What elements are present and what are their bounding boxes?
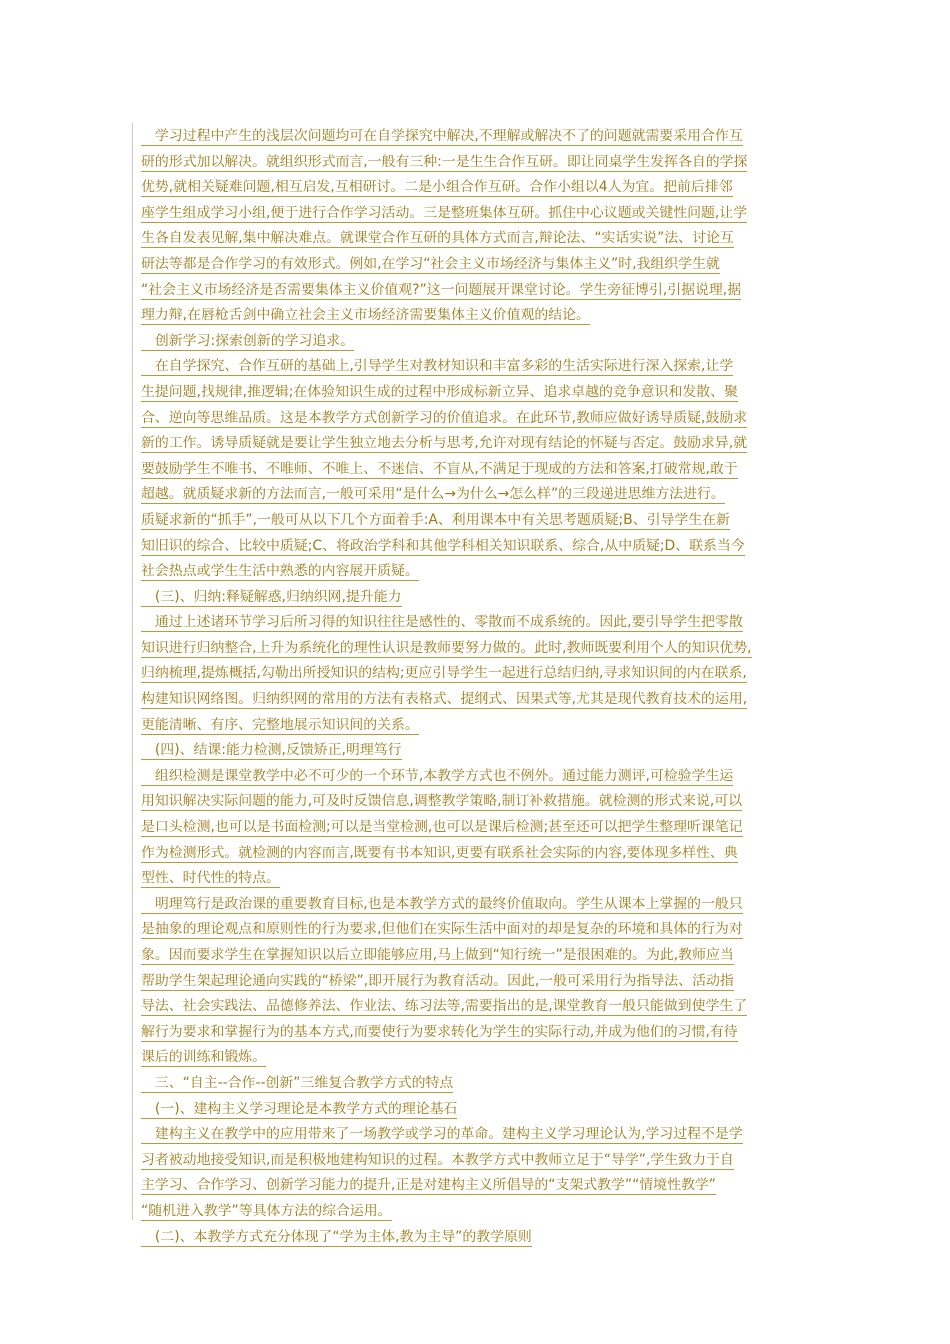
text-line <box>141 1020 811 1046</box>
text-line <box>141 380 811 406</box>
text-line <box>141 815 811 841</box>
text-line-content: (二)、本教学方式充分体现了“学为主体,教为主导”的教学原则 <box>141 1228 532 1245</box>
text-line-content: 是抽象的理论观点和原则性的行为要求,但他们在实际生活中面对的却是复杂的环境和具体的行为对 <box>141 921 743 938</box>
text-line <box>141 892 811 918</box>
text-line-content: (四)、结课:能力检测,反馈矫正,明理笃行 <box>141 742 402 759</box>
text-line <box>141 508 811 534</box>
text-line-content: 组织检测是课堂教学中必不可少的一个环节,本教学方式也不例外。通过能力测评,可检验学生运 <box>141 767 734 784</box>
text-line <box>141 482 811 508</box>
text-line <box>141 610 811 636</box>
text-line <box>141 738 811 764</box>
text-line <box>141 1225 811 1251</box>
text-line-content: 学习过程中产生的浅层次问题均可在自学探究中解决,不理解或解决不了的问题就需要采用合作互 <box>141 128 743 144</box>
text-line <box>141 303 811 329</box>
text-line-content: 通过上述诸环节学习后所习得的知识往往是感性的、零散而不成系统的。因此,要引导学生把零散 <box>141 614 743 631</box>
text-line-content: 理力辩,在唇枪舌剑中确立社会主义市场经济需要集体主义价值观的结论。 <box>141 307 590 324</box>
text-line <box>141 1199 811 1225</box>
text-line <box>141 917 811 943</box>
text-line <box>141 201 811 227</box>
text-line <box>141 764 811 790</box>
text-line <box>141 175 811 201</box>
text-line-content: 社会热点或学生生活中熟悉的内容展开质疑。 <box>141 563 419 580</box>
text-line <box>141 687 811 713</box>
text-line <box>141 841 811 867</box>
text-line-content: 解行为要求和掌握行为的基本方式,而要使行为要求转化为学生的实际行动,并成为他们的习惯,有待 <box>141 1023 738 1040</box>
text-line-content: 型性、时代性的特点。 <box>141 870 280 887</box>
text-line-content: 是口头检测,也可以是书面检测;可以是当堂检测,也可以是课后检测;甚至还可以把学生整理听课笔记 <box>141 819 743 836</box>
text-line-content: (三)、归纳:释疑解惑,归纳织网,提升能力 <box>141 588 402 605</box>
text-line-content: 用知识解决实际问题的能力,可及时反馈信息,调整教学策略,制订补救措施。就检测的形式来说,可以 <box>141 793 743 810</box>
text-line-content: 生提问题,找规律,推逻辑;在体验知识生成的过程中形成标新立异、追求卓越的竞争意识和发散、聚 <box>141 383 738 400</box>
text-line <box>141 431 811 457</box>
text-line <box>141 354 811 380</box>
text-line-content: 合、逆向等思维品质。这是本教学方式创新学习的价值追求。在此环节,教师应做好诱导质疑,鼓励求 <box>141 409 748 426</box>
text-line-content: 在自学探究、合作互研的基础上,引导学生对教材知识和丰富多彩的生活实际进行深入探索,让学 <box>141 358 734 375</box>
text-line <box>141 252 811 278</box>
text-line-content: 优势,就相关疑难问题,相互启发,互相研讨。二是小组合作互研。合作小组以4人为宜。把前后排邻 <box>141 179 733 196</box>
text-line <box>141 943 811 969</box>
text-line <box>141 124 811 150</box>
text-line-content: 更能清晰、有序、完整地展示知识间的关系。 <box>141 716 419 733</box>
text-line <box>141 1148 811 1174</box>
text-line <box>141 1045 811 1071</box>
text-line-content: 座学生组成学习小组,便于进行合作学习活动。三是整班集体互研。抓住中心议题或关键性问题,让学 <box>141 204 748 221</box>
text-line-content: “随机进入教学”等具体方法的综合运用。 <box>141 1202 392 1219</box>
text-line-content: 帮助学生架起理论通向实践的“桥梁”,即开展行为教育活动。因此,一般可采用行为指导法、活动指 <box>141 972 734 989</box>
text-line <box>141 226 811 252</box>
text-line <box>141 636 811 662</box>
text-line-content: 研的形式加以解决。就组织形式而言,一般有三种:一是生生合作互研。即让同桌学生发挥各自的学探 <box>141 153 748 170</box>
text-line <box>141 457 811 483</box>
text-line <box>141 559 811 585</box>
text-line <box>141 969 811 995</box>
text-line-content: 创新学习:探索创新的学习追求。 <box>141 332 355 349</box>
text-line <box>141 534 811 560</box>
text-line <box>141 1097 811 1123</box>
text-line-content: (一)、建构主义学习理论是本教学方式的理论基石 <box>141 1100 458 1117</box>
text-line <box>141 406 811 432</box>
text-line <box>141 713 811 739</box>
text-line-content: 习者被动地接受知识,而是积极地建构知识的过程。本教学方式中教师立足于“导学”,学生致力于自 <box>141 1151 734 1168</box>
text-line-content: 质疑求新的“抓手”,一般可从以下几个方面着手:A、利用课本中有关思考题质疑;B、引导学生在新 <box>141 511 730 528</box>
text-line-content: 象。因而要求学生在掌握知识以后立即能够应用,马上做到“知行统一”是很困难的。为此,教师应当 <box>141 947 734 963</box>
text-line <box>141 1173 811 1199</box>
document-body <box>141 124 811 1250</box>
text-line <box>141 278 811 304</box>
text-line-content: 新的工作。诱导质疑就是要让学生独立地去分析与思考,允许对现有结论的怀疑与否定。鼓励求异,就 <box>141 435 748 452</box>
text-line-content: 研法等都是合作学习的有效形式。例如,在学习“社会主义市场经济与集体主义”时,我组织学生就 <box>141 255 720 272</box>
text-line <box>141 150 811 176</box>
text-line-content: 主学习、合作学习、创新学习能力的提升,正是对建构主义所倡导的“支架式教学”“情境性教学” <box>141 1177 716 1194</box>
text-line-content: 导法、社会实践法、品德修养法、作业法、练习法等,需要指出的是,课堂教育一般只能做到使学生了 <box>141 998 748 1015</box>
text-line <box>141 789 811 815</box>
text-line-content: 课后的训练和锻炼。 <box>141 1049 267 1066</box>
text-line-content: 作为检测形式。就检测的内容而言,既要有书本知识,更要有联系社会实际的内容,要体现多样性、典 <box>141 844 738 861</box>
text-line-content: “社会主义市场经济是否需要集体主义价值观?”这一问题展开课堂讨论。学生旁征博引,引据说理,据 <box>141 281 742 298</box>
text-line-content: 超越。就质疑求新的方法而言,一般可采用“是什么→为什么→怎么样”的三段递进思维方法进行。 <box>141 486 725 503</box>
text-line-content: 建构主义在教学中的应用带来了一场教学或学习的革命。建构主义学习理论认为,学习过程不是学 <box>141 1126 743 1143</box>
text-line <box>141 661 811 687</box>
text-line <box>141 994 811 1020</box>
text-line-content: 三、“自主--合作--创新”三维复合教学方式的特点 <box>141 1074 454 1091</box>
text-line <box>141 1071 811 1097</box>
text-line <box>141 1122 811 1148</box>
text-line-content: 构建知识网络图。归纳织网的常用的方法有表格式、提纲式、因果式等,尤其是现代教育技术的运用, <box>141 691 748 708</box>
text-line-content: 要鼓励学生不唯书、不唯师、不唯上、不迷信、不盲从,不满足于现成的方法和答案,打破常规,敢于 <box>141 460 738 477</box>
text-line-content: 归纳梳理,提炼概括,勾勒出所授知识的结构;更应引导学生一起进行总结归纳,寻求知识间的内在联系, <box>141 665 747 682</box>
text-line <box>141 329 811 355</box>
text-line-content: 知识进行归纳整合,上升为系统化的理性认识是教师要努力做的。此时,教师既要利用个人的知识优势, <box>141 639 752 656</box>
text-line-content: 知旧识的综合、比较中质疑;C、将政治学科和其他学科相关知识联系、综合,从中质疑;D、联系当今 <box>141 537 745 554</box>
text-line <box>141 585 811 611</box>
text-line-content: 明理笃行是政治课的重要教育目标,也是本教学方式的最终价值取向。学生从课本上掌握的一般只 <box>141 895 743 912</box>
text-line <box>141 866 811 892</box>
text-line-content: 生各自发表见解,集中解决难点。就课堂合作互研的具体方式而言,辩论法、“实话实说”法、讨论互 <box>141 230 734 247</box>
margin-rule <box>132 123 133 1220</box>
